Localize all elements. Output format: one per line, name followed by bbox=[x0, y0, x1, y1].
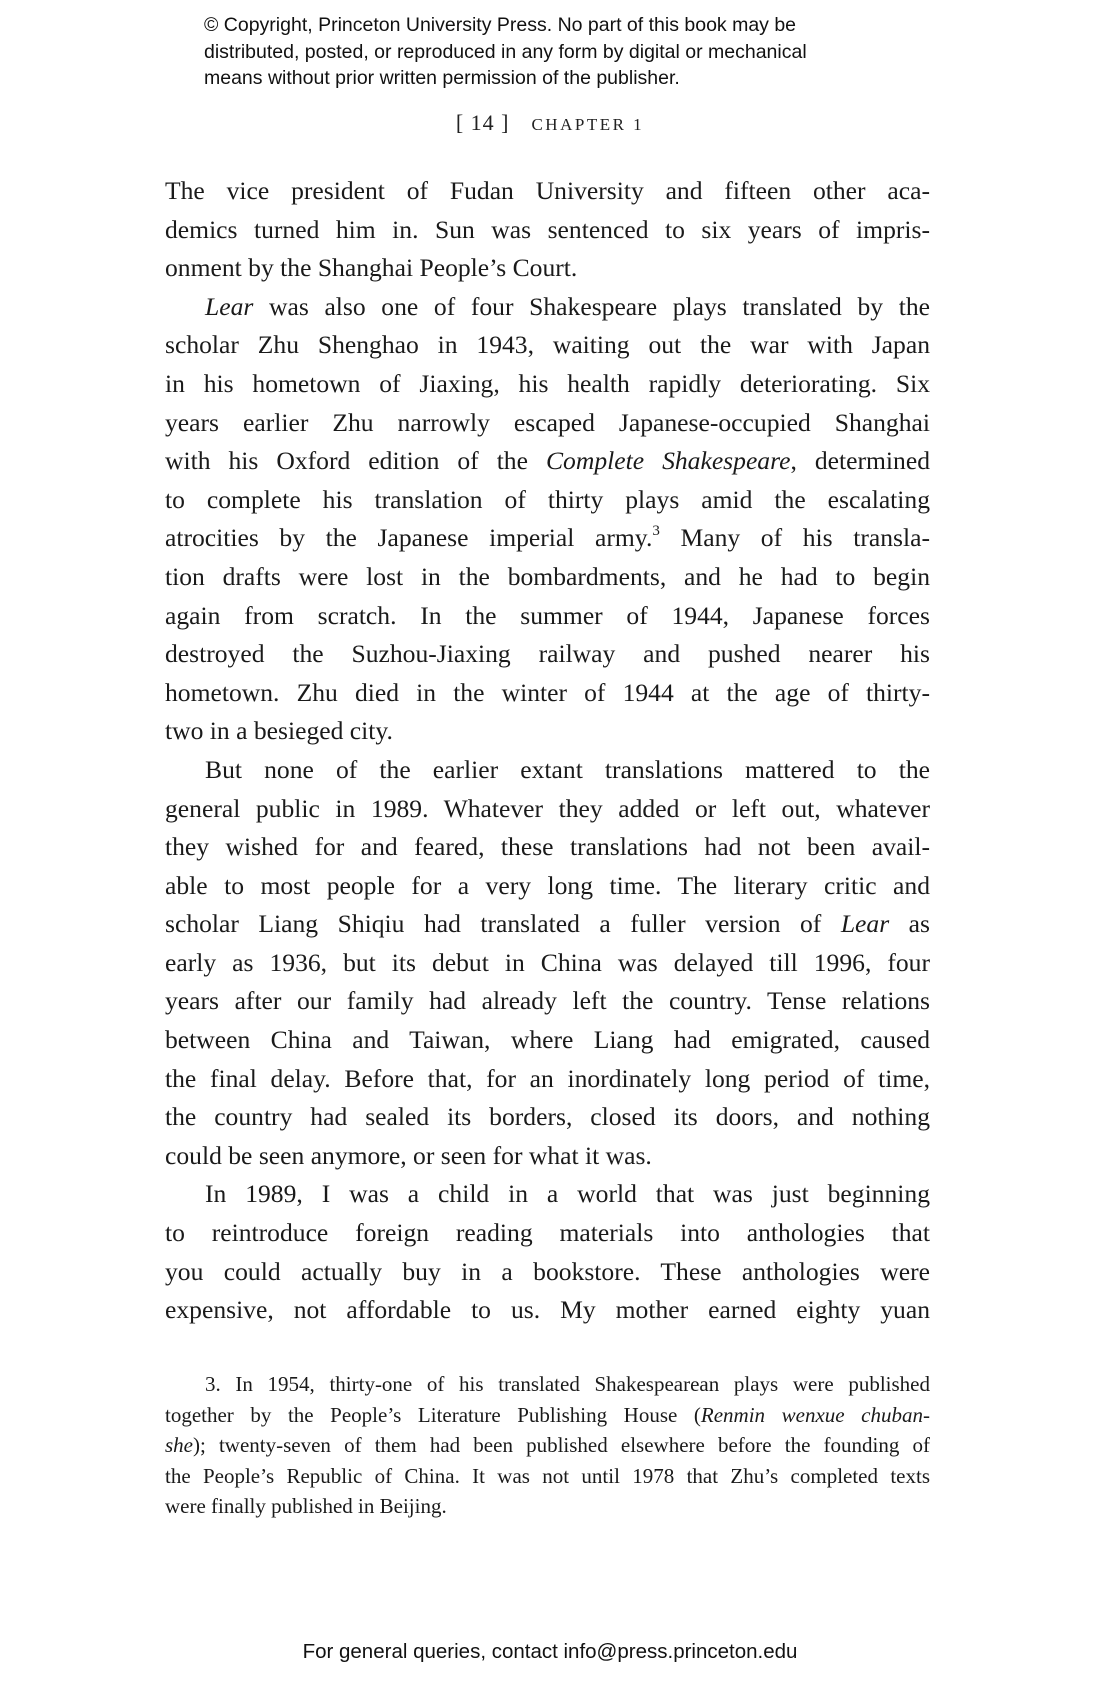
title-italic: Lear bbox=[205, 291, 254, 321]
footnote-line: together by the People’s Literature Publishing House (Renmin wenxue chuban- bbox=[165, 1402, 930, 1427]
copyright-notice bbox=[204, 12, 924, 92]
text-line: with his Oxford edition of the Complete Shakespeare, determined bbox=[165, 446, 930, 476]
footer-contact: For general queries, contact info@press.princeton.edu bbox=[302, 1640, 798, 1663]
text-line: to reintroduce foreign reading materials into anthologies that bbox=[165, 1218, 930, 1248]
text-line: between China and Taiwan, where Liang had emigrated, caused bbox=[165, 1025, 930, 1055]
copyright-line: distributed, posted, or reproduced in any form by digital or mechanical bbox=[204, 40, 807, 63]
chapter-label: CHAPTER 1 bbox=[531, 115, 645, 134]
copyright-line: © Copyright, Princeton University Press. No part of this book may be bbox=[204, 14, 797, 36]
text-line: able to most people for a very long time. The literary critic and bbox=[165, 870, 930, 900]
text-line: they wished for and feared, these translations had not been avail- bbox=[165, 832, 930, 862]
footnote-line: the People’s Republic of China. It was not until 1978 that Zhu’s completed texts bbox=[165, 1463, 930, 1488]
title-italic: she bbox=[165, 1433, 193, 1458]
text-line: early as 1936, but its debut in China was delayed till 1996, four bbox=[165, 947, 930, 977]
footnote-reference[interactable]: 3 bbox=[652, 522, 660, 539]
text-line: the final delay. Before that, for an inordinately long period of time, bbox=[165, 1063, 930, 1093]
footnote-line: she); twenty-seven of them had been published elsewhere before the founding of bbox=[165, 1433, 930, 1458]
text-line: In 1989, I was a child in a world that was just beginning bbox=[205, 1179, 930, 1209]
text-line: years after our family had already left the country. Tense relations bbox=[165, 986, 930, 1016]
page-number: [ 14 ] bbox=[455, 110, 510, 135]
text-line: scholar Zhu Shenghao in 1943, waiting out the war with Japan bbox=[165, 330, 930, 360]
text-line: onment by the Shanghai People’s Court. bbox=[165, 253, 578, 283]
text-line: atrocities by the Japanese imperial army.$^3$ Many of his transla- bbox=[165, 522, 930, 553]
text-line: expensive, not affordable to us. My mother earned eighty yuan bbox=[165, 1295, 930, 1325]
body-text bbox=[165, 172, 930, 1330]
text-line: general public in 1989. Whatever they added or left out, whatever bbox=[165, 793, 930, 823]
running-head bbox=[0, 110, 1100, 136]
text-line: hometown. Zhu died in the winter of 1944 at the age of thirty- bbox=[165, 677, 930, 707]
text-line: again from scratch. In the summer of 1944, Japanese forces bbox=[165, 600, 930, 630]
text-line: The vice president of Fudan University and fifteen other aca- bbox=[165, 176, 930, 205]
text-line: could be seen anymore, or seen for what it was. bbox=[165, 1140, 652, 1170]
text-line: years earlier Zhu narrowly escaped Japanese-occupied Shanghai bbox=[165, 407, 930, 437]
footnote-line: 3. In 1954, thirty-one of his translated Shakespearean plays were published bbox=[205, 1372, 930, 1396]
title-italic: Lear bbox=[840, 909, 890, 939]
text-line: demics turned him in. Sun was sentenced to six years of impris- bbox=[165, 214, 930, 244]
footnote bbox=[165, 1369, 930, 1522]
footnote-line: were finally published in Beijing. bbox=[165, 1494, 447, 1519]
text-line: But none of the earlier extant translations mattered to the bbox=[205, 754, 930, 784]
title-italic: Complete Shakespeare bbox=[545, 446, 791, 476]
text-line: tion drafts were lost in the bombardments, and he had to begin bbox=[165, 561, 930, 591]
text-line: scholar Liang Shiqiu had translated a fuller version of Lear as bbox=[165, 909, 930, 939]
copyright-line: means without prior written permission of the publisher. bbox=[204, 67, 680, 89]
text-line: to complete his translation of thirty plays amid the escalating bbox=[165, 484, 930, 514]
text-line: Lear was also one of four Shakespeare plays translated by the bbox=[205, 291, 930, 321]
text-line: the country had sealed its borders, closed its doors, and nothing bbox=[165, 1102, 930, 1132]
title-italic: Renmin wenxue chuban- bbox=[700, 1402, 930, 1427]
text-line: you could actually buy in a bookstore. These anthologies were bbox=[165, 1256, 930, 1286]
text-line: destroyed the Suzhou-Jiaxing railway and pushed nearer his bbox=[165, 639, 930, 669]
text-line: two in a besieged city. bbox=[165, 716, 393, 746]
text-line: in his hometown of Jiaxing, his health rapidly deteriorating. Six bbox=[165, 368, 930, 398]
